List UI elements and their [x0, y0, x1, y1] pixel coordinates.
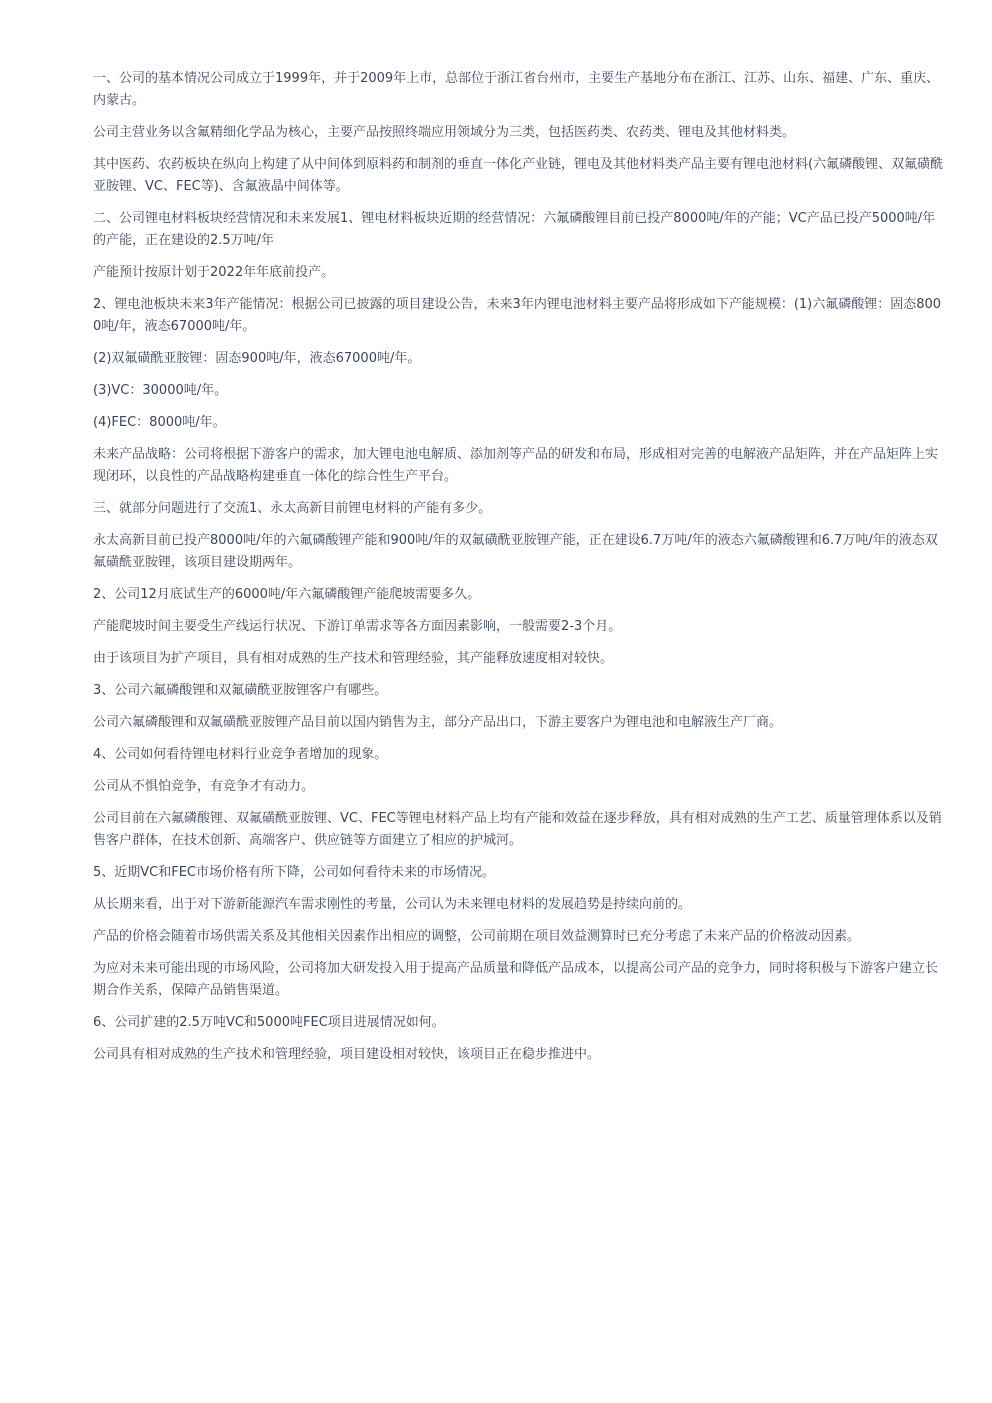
- paragraph-21: 5、近期VC和FEC市场价格有所下降，公司如何看待未来的市场情况。: [93, 865, 496, 880]
- paragraph-6: 2、锂电池板块未来3年产能情况：根据公司已披露的项目建设公告，未来3年内锂电池材料主要产品将形成如下产能规模：(1)六氟磷酸锂：固态8000吨/年，液态67000吨/年。: [93, 297, 942, 334]
- paragraph-11: 三、就部分问题进行了交流1、永太高新目前锂电材料的产能有多少。: [93, 501, 492, 516]
- paragraph-26: 公司具有相对成熟的生产技术和管理经验，项目建设相对较快，该项目正在稳步推进中。: [93, 1047, 601, 1062]
- paragraph-24: 为应对未来可能出现的市场风险，公司将加大研发投入用于提高产品质量和降低产品成本，以提高公司产品的竞争力，同时将积极与下游客户建立长期合作关系，保障产品销售渠道。: [93, 961, 939, 998]
- paragraph-10: 未来产品战略：公司将根据下游客户的需求，加大锂电池电解质、添加剂等产品的研发和布局，形成相对完善的电解液产品矩阵，并在产品矩阵上实现闭环，以良性的产品战略构建垂直一体化的综合性生产平台。: [93, 447, 939, 484]
- paragraph-18: 4、公司如何看待锂电材料行业竞争者增加的现象。: [93, 747, 388, 762]
- paragraph-13: 2、公司12月底试生产的6000吨/年六氟磷酸锂产能爬坡需要多久。: [93, 587, 481, 602]
- paragraph-2: 公司主营业务以含氟精细化学品为核心，主要产品按照终端应用领域分为三类，包括医药类、农药类、锂电及其他材料类。: [93, 125, 796, 140]
- paragraph-7: (2)双氟磺酰亚胺锂：固态900吨/年，液态67000吨/年。: [93, 351, 421, 366]
- paragraph-1: 一、公司的基本情况公司成立于1999年，并于2009年上市，总部位于浙江省台州市，主要生产基地分布在浙江、江苏、山东、福建、广东、重庆、内蒙古。: [93, 71, 940, 108]
- paragraph-12: 永太高新目前已投产8000吨/年的六氟磷酸锂产能和900吨/年的双氟磺酰亚胺锂产能，正在建设6.7万吨/年的液态六氟磷酸锂和6.7万吨/年的液态双氟磺酰亚胺锂，该项目建设期两年。: [93, 533, 938, 570]
- paragraph-14: 产能爬坡时间主要受生产线运行状况、下游订单需求等各方面因素影响，一般需要2-3个月。: [93, 619, 622, 634]
- paragraph-4: 二、公司锂电材料板块经营情况和未来发展1、锂电材料板块近期的经营情况：六氟磷酸锂目前已投产8000吨/年的产能；VC产品已投产5000吨/年的产能，正在建设的2.5万吨/年: [93, 211, 936, 248]
- paragraph-23: 产品的价格会随着市场供需关系及其他相关因素作出相应的调整，公司前期在项目效益测算时已充分考虑了未来产品的价格波动因素。: [93, 929, 861, 944]
- paragraph-8: (3)VC：30000吨/年。: [93, 383, 228, 398]
- paragraph-15: 由于该项目为扩产项目，具有相对成熟的生产技术和管理经验，其产能释放速度相对较快。: [93, 651, 614, 666]
- paragraph-20: 公司目前在六氟磷酸锂、双氟磺酰亚胺锂、VC、FEC等锂电材料产品上均有产能和效益在逐步释放，具有相对成熟的生产工艺、质量管理体系以及销售客户群体，在技术创新、高端客户、供应链等方面建立了相应的护城河。: [93, 811, 942, 848]
- paragraph-16: 3、公司六氟磷酸锂和双氟磺酰亚胺锂客户有哪些。: [93, 683, 388, 698]
- paragraph-17: 公司六氟磷酸锂和双氟磺酰亚胺锂产品目前以国内销售为主，部分产品出口，下游主要客户为锂电池和电解液生产厂商。: [93, 715, 783, 730]
- paragraph-3: 其中医药、农药板块在纵向上构建了从中间体到原料药和制剂的垂直一体化产业链，锂电及其他材料类产品主要有锂电池材料(六氟磷酸锂、双氟磺酰亚胺锂、VC、FEC等)、含氟液晶中间体等。: [93, 157, 944, 194]
- document-page: [93, 68, 945, 1076]
- paragraph-22: 从长期来看，出于对下游新能源汽车需求刚性的考量，公司认为未来锂电材料的发展趋势是持续向前的。: [93, 897, 692, 912]
- paragraph-9: (4)FEC：8000吨/年。: [93, 415, 226, 430]
- paragraph-25: 6、公司扩建的2.5万吨VC和5000吨FEC项目进展情况如何。: [93, 1015, 445, 1030]
- paragraph-5: 产能预计按原计划于2022年年底前投产。: [93, 265, 335, 280]
- paragraph-19: 公司从不惧怕竞争，有竞争才有动力。: [93, 779, 315, 794]
